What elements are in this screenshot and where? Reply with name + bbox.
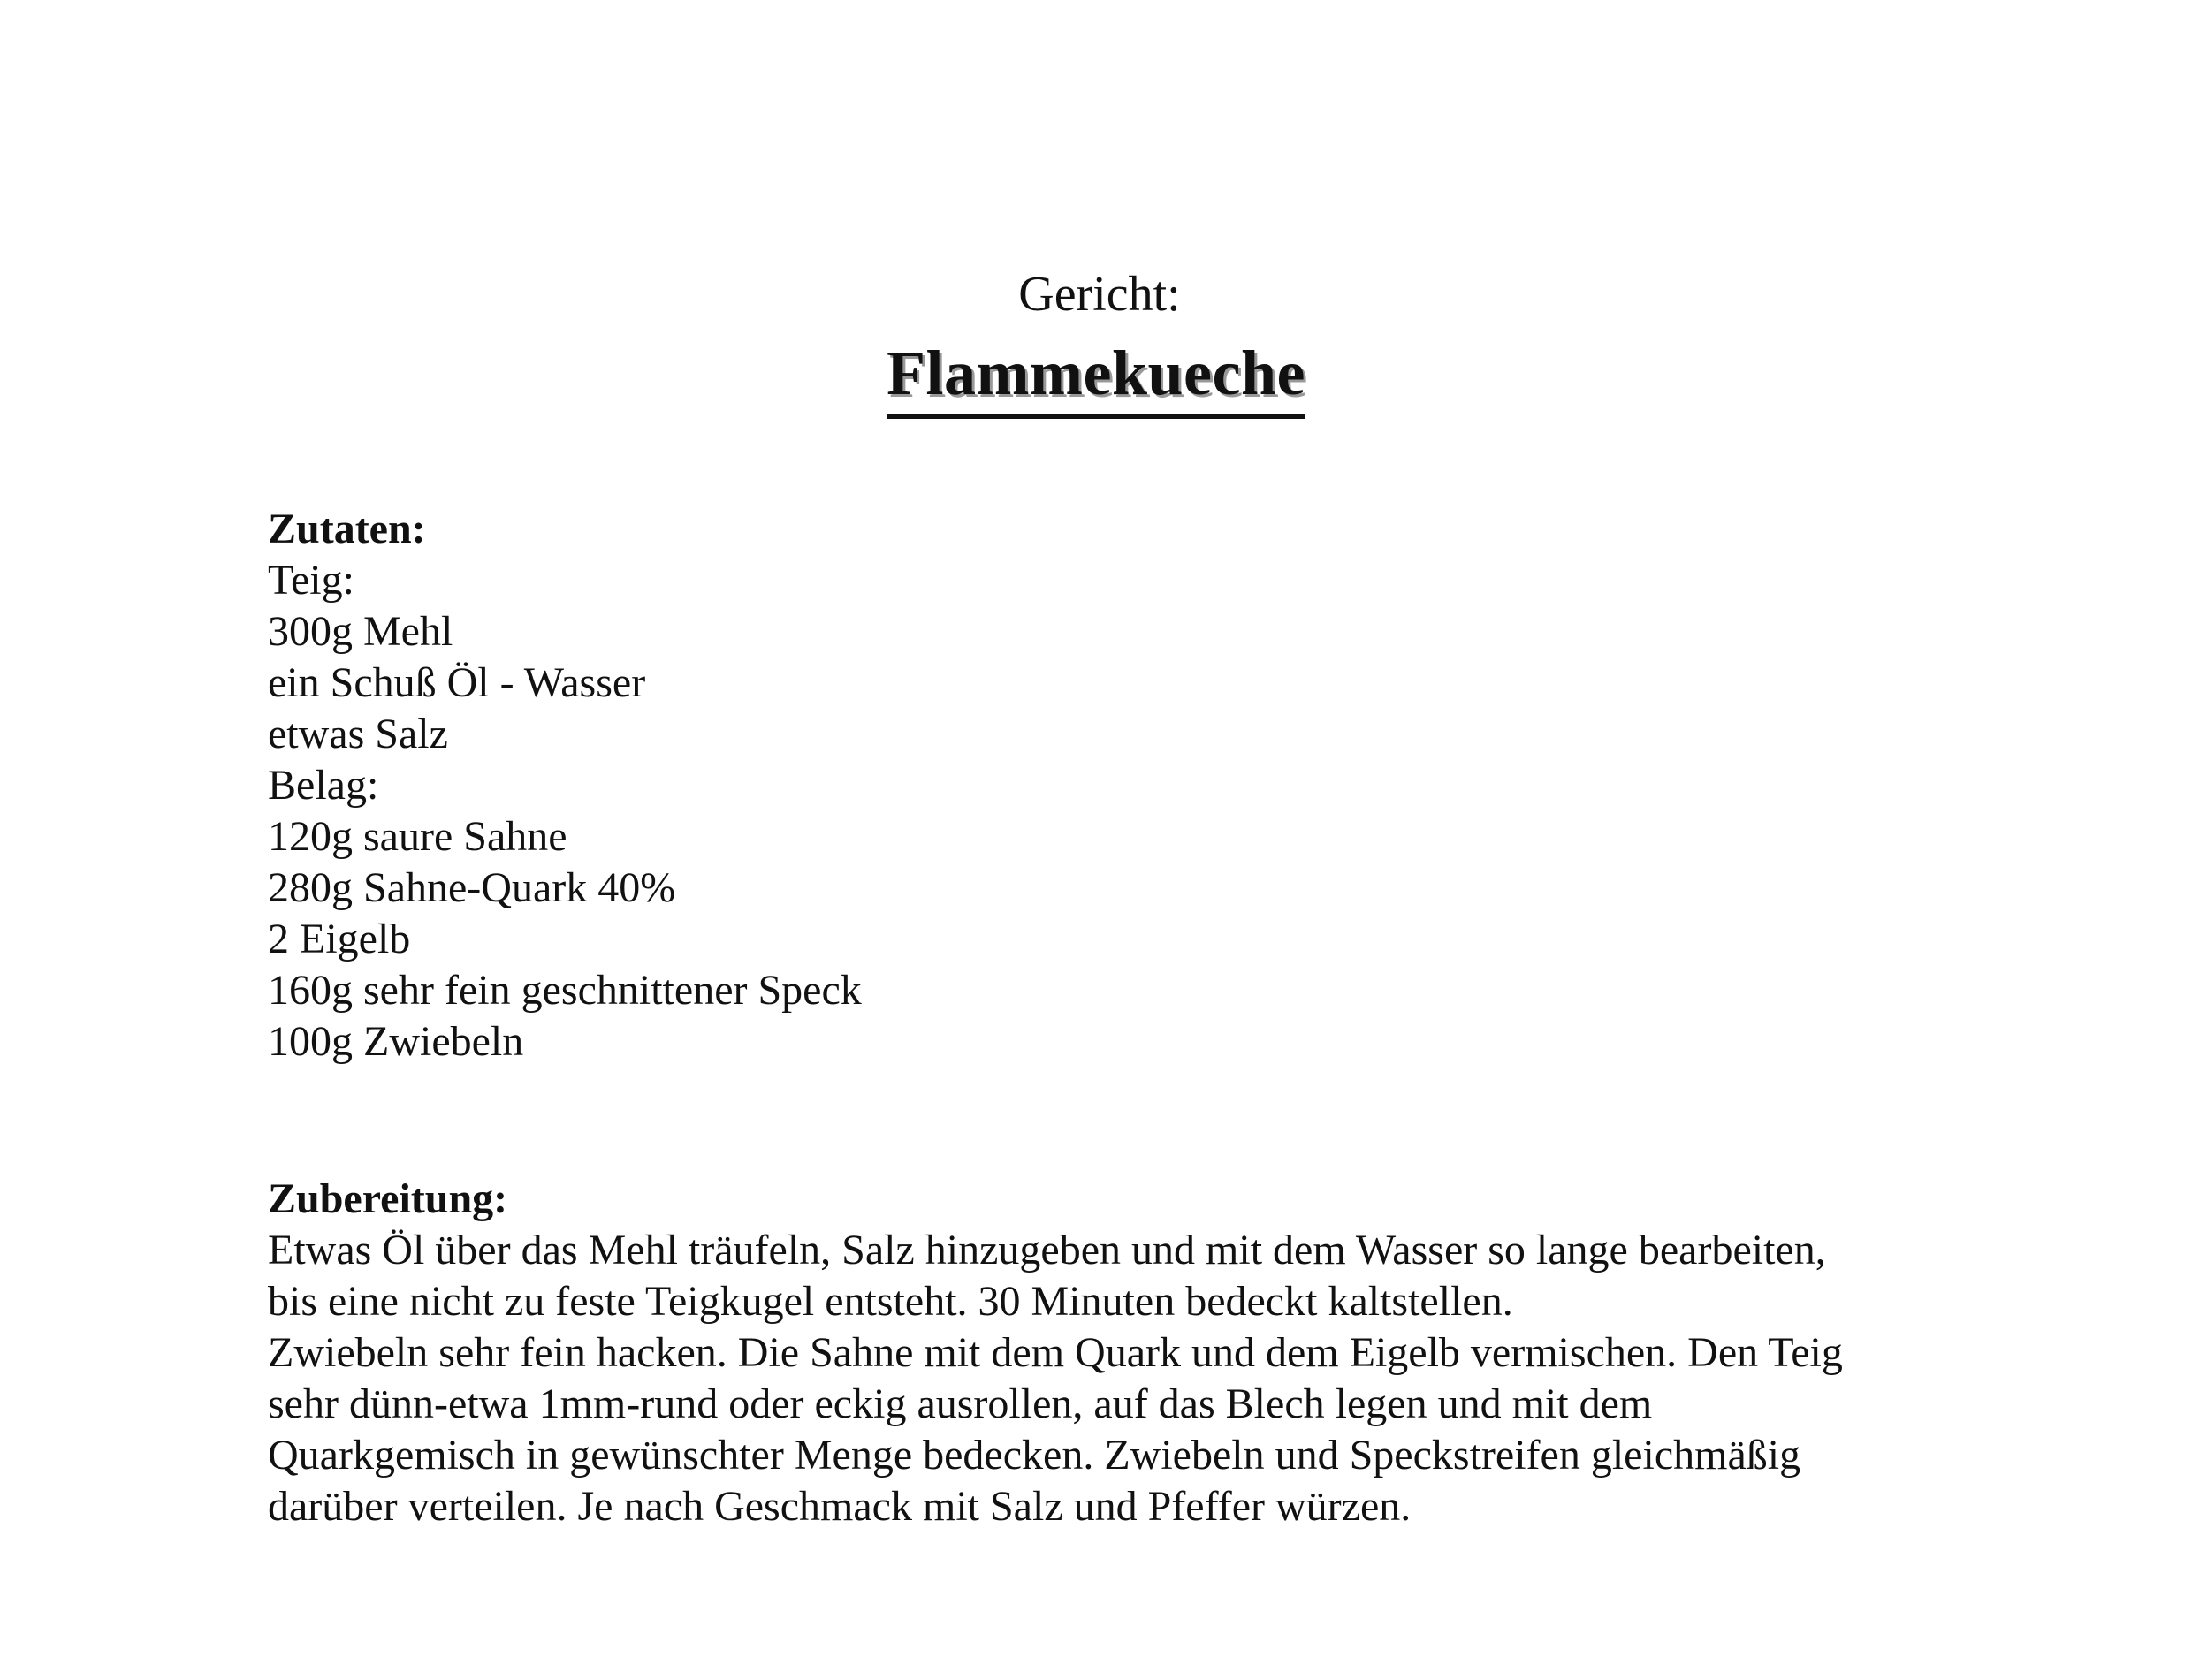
dish-kicker: Gericht: [1018, 267, 1181, 322]
ingredient-line: 160g sehr fein geschnittener Speck [268, 967, 862, 1014]
preparation-line: sehr dünn-etwa 1mm-rund oder eckig ausrollen, auf das Blech legen und mit dem [268, 1380, 1653, 1427]
dish-title: Flammekueche [887, 334, 1305, 419]
preparation-line: Etwas Öl über das Mehl träufeln, Salz hinzugeben und mit dem Wasser so lange bearbeiten, [268, 1227, 1826, 1273]
ingredient-line: 120g saure Sahne [268, 813, 567, 860]
preparation-line: Zwiebeln sehr fein hacken. Die Sahne mit dem Quark und dem Eigelb vermischen. Den Teig [268, 1329, 1843, 1376]
ingredient-line: 2 Eigelb [268, 916, 411, 962]
ingredient-line: 280g Sahne-Quark 40% [268, 864, 676, 911]
ingredients-heading: Zutaten: [268, 506, 426, 552]
ingredient-line: ein Schuß Öl - Wasser [268, 659, 646, 706]
preparation-line: bis eine nicht zu feste Teigkugel entsteht. 30 Minuten bedeckt kaltstellen. [268, 1278, 1513, 1325]
preparation-line: darüber verteilen. Je nach Geschmack mit Salz und Pfeffer würzen. [268, 1483, 1412, 1530]
ingredient-line: Teig: [268, 557, 354, 604]
ingredient-line: 100g Zwiebeln [268, 1018, 524, 1065]
preparation-section [268, 1174, 1991, 1532]
ingredient-line: 300g Mehl [268, 608, 453, 655]
preparation-heading: Zubereitung: [268, 1175, 508, 1222]
preparation-line: Quarkgemisch in gewünschter Menge bedecken. Zwiebeln und Speckstreifen gleichmäßig [268, 1432, 1801, 1479]
recipe-header [0, 263, 2192, 419]
ingredients-section [268, 504, 1991, 1068]
ingredient-line: Belag: [268, 762, 379, 809]
ingredient-line: etwas Salz [268, 711, 448, 757]
